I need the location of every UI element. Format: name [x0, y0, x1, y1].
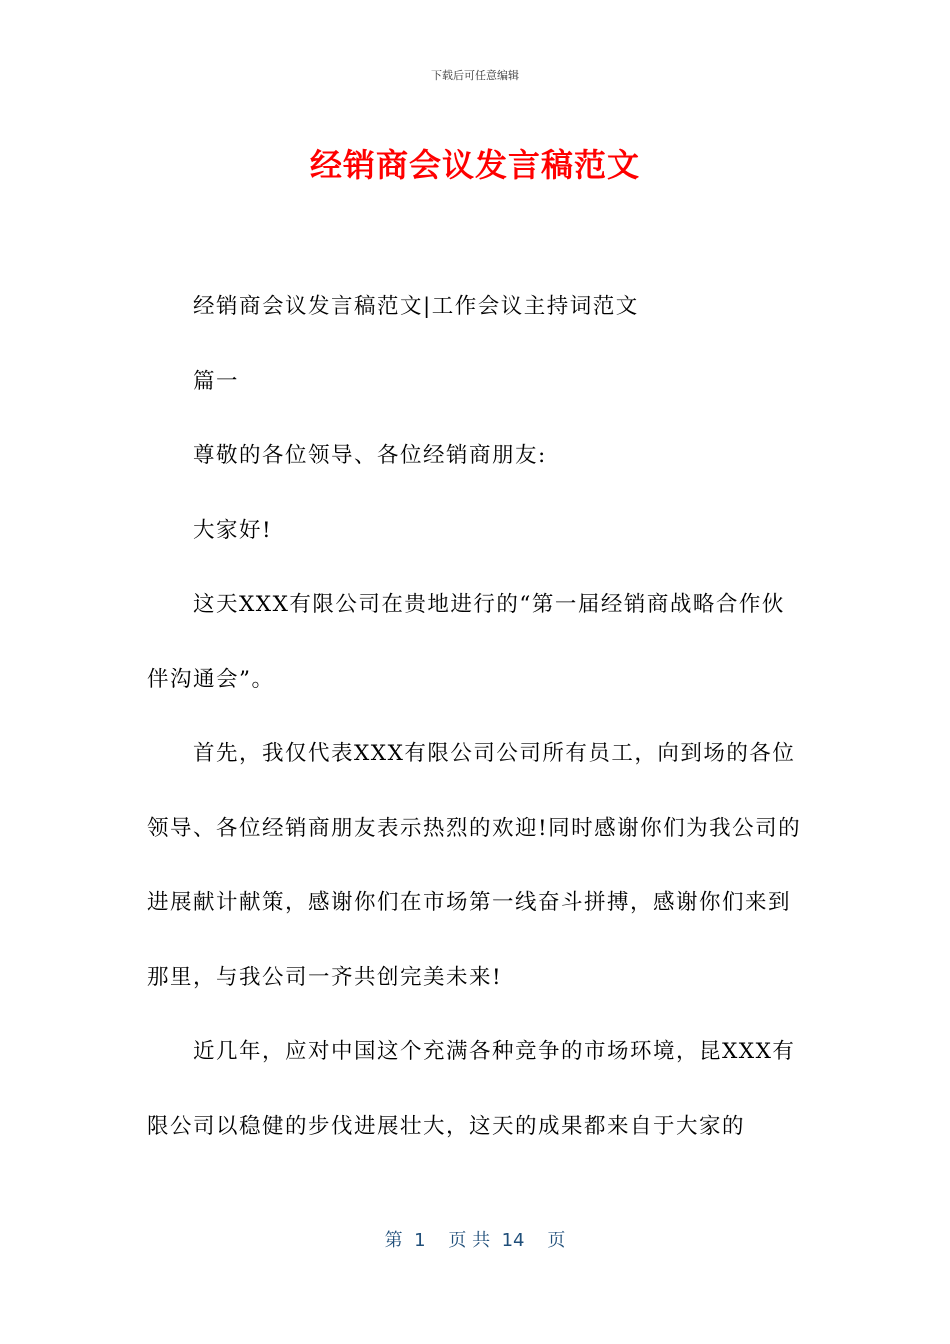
paragraph-welcome: 首先，我仅代表XXX有限公司公司所有员工，向到场的各位领导、各位经销商朋友表示热烈的欢迎!同时感谢你们为我公司的进展献计献策，感谢你们在市场第一线奋斗拼搏，感谢你们来到那里，与我公司一齐共创完美未来! [147, 741, 802, 990]
document-body [147, 270, 807, 1164]
paragraph-salutation: 尊敬的各位领导、各位经销商朋友: [193, 443, 547, 468]
paragraph-section-label: 篇一 [193, 368, 240, 394]
paragraph-intro: 这天XXX有限公司在贵地进行的“第一届经销商战略合作伙伴沟通会”。 [147, 592, 785, 692]
header-note: 下载后可任意编辑 [431, 69, 519, 82]
paragraph-recent-years: 近几年，应对中国这个充满各种竞争的市场环境，昆XXX有限公司以稳健的步伐进展壮大，这天的成果都来自于大家的 [147, 1039, 796, 1139]
page-footer: 第 1 页 共 14 页 [384, 1230, 566, 1251]
paragraph-subtitle: 经销商会议发言稿范文|工作会议主持词范文 [193, 294, 639, 319]
paragraph-greeting: 大家好! [193, 517, 273, 543]
document-title: 经销商会议发言稿范文 [309, 146, 640, 184]
